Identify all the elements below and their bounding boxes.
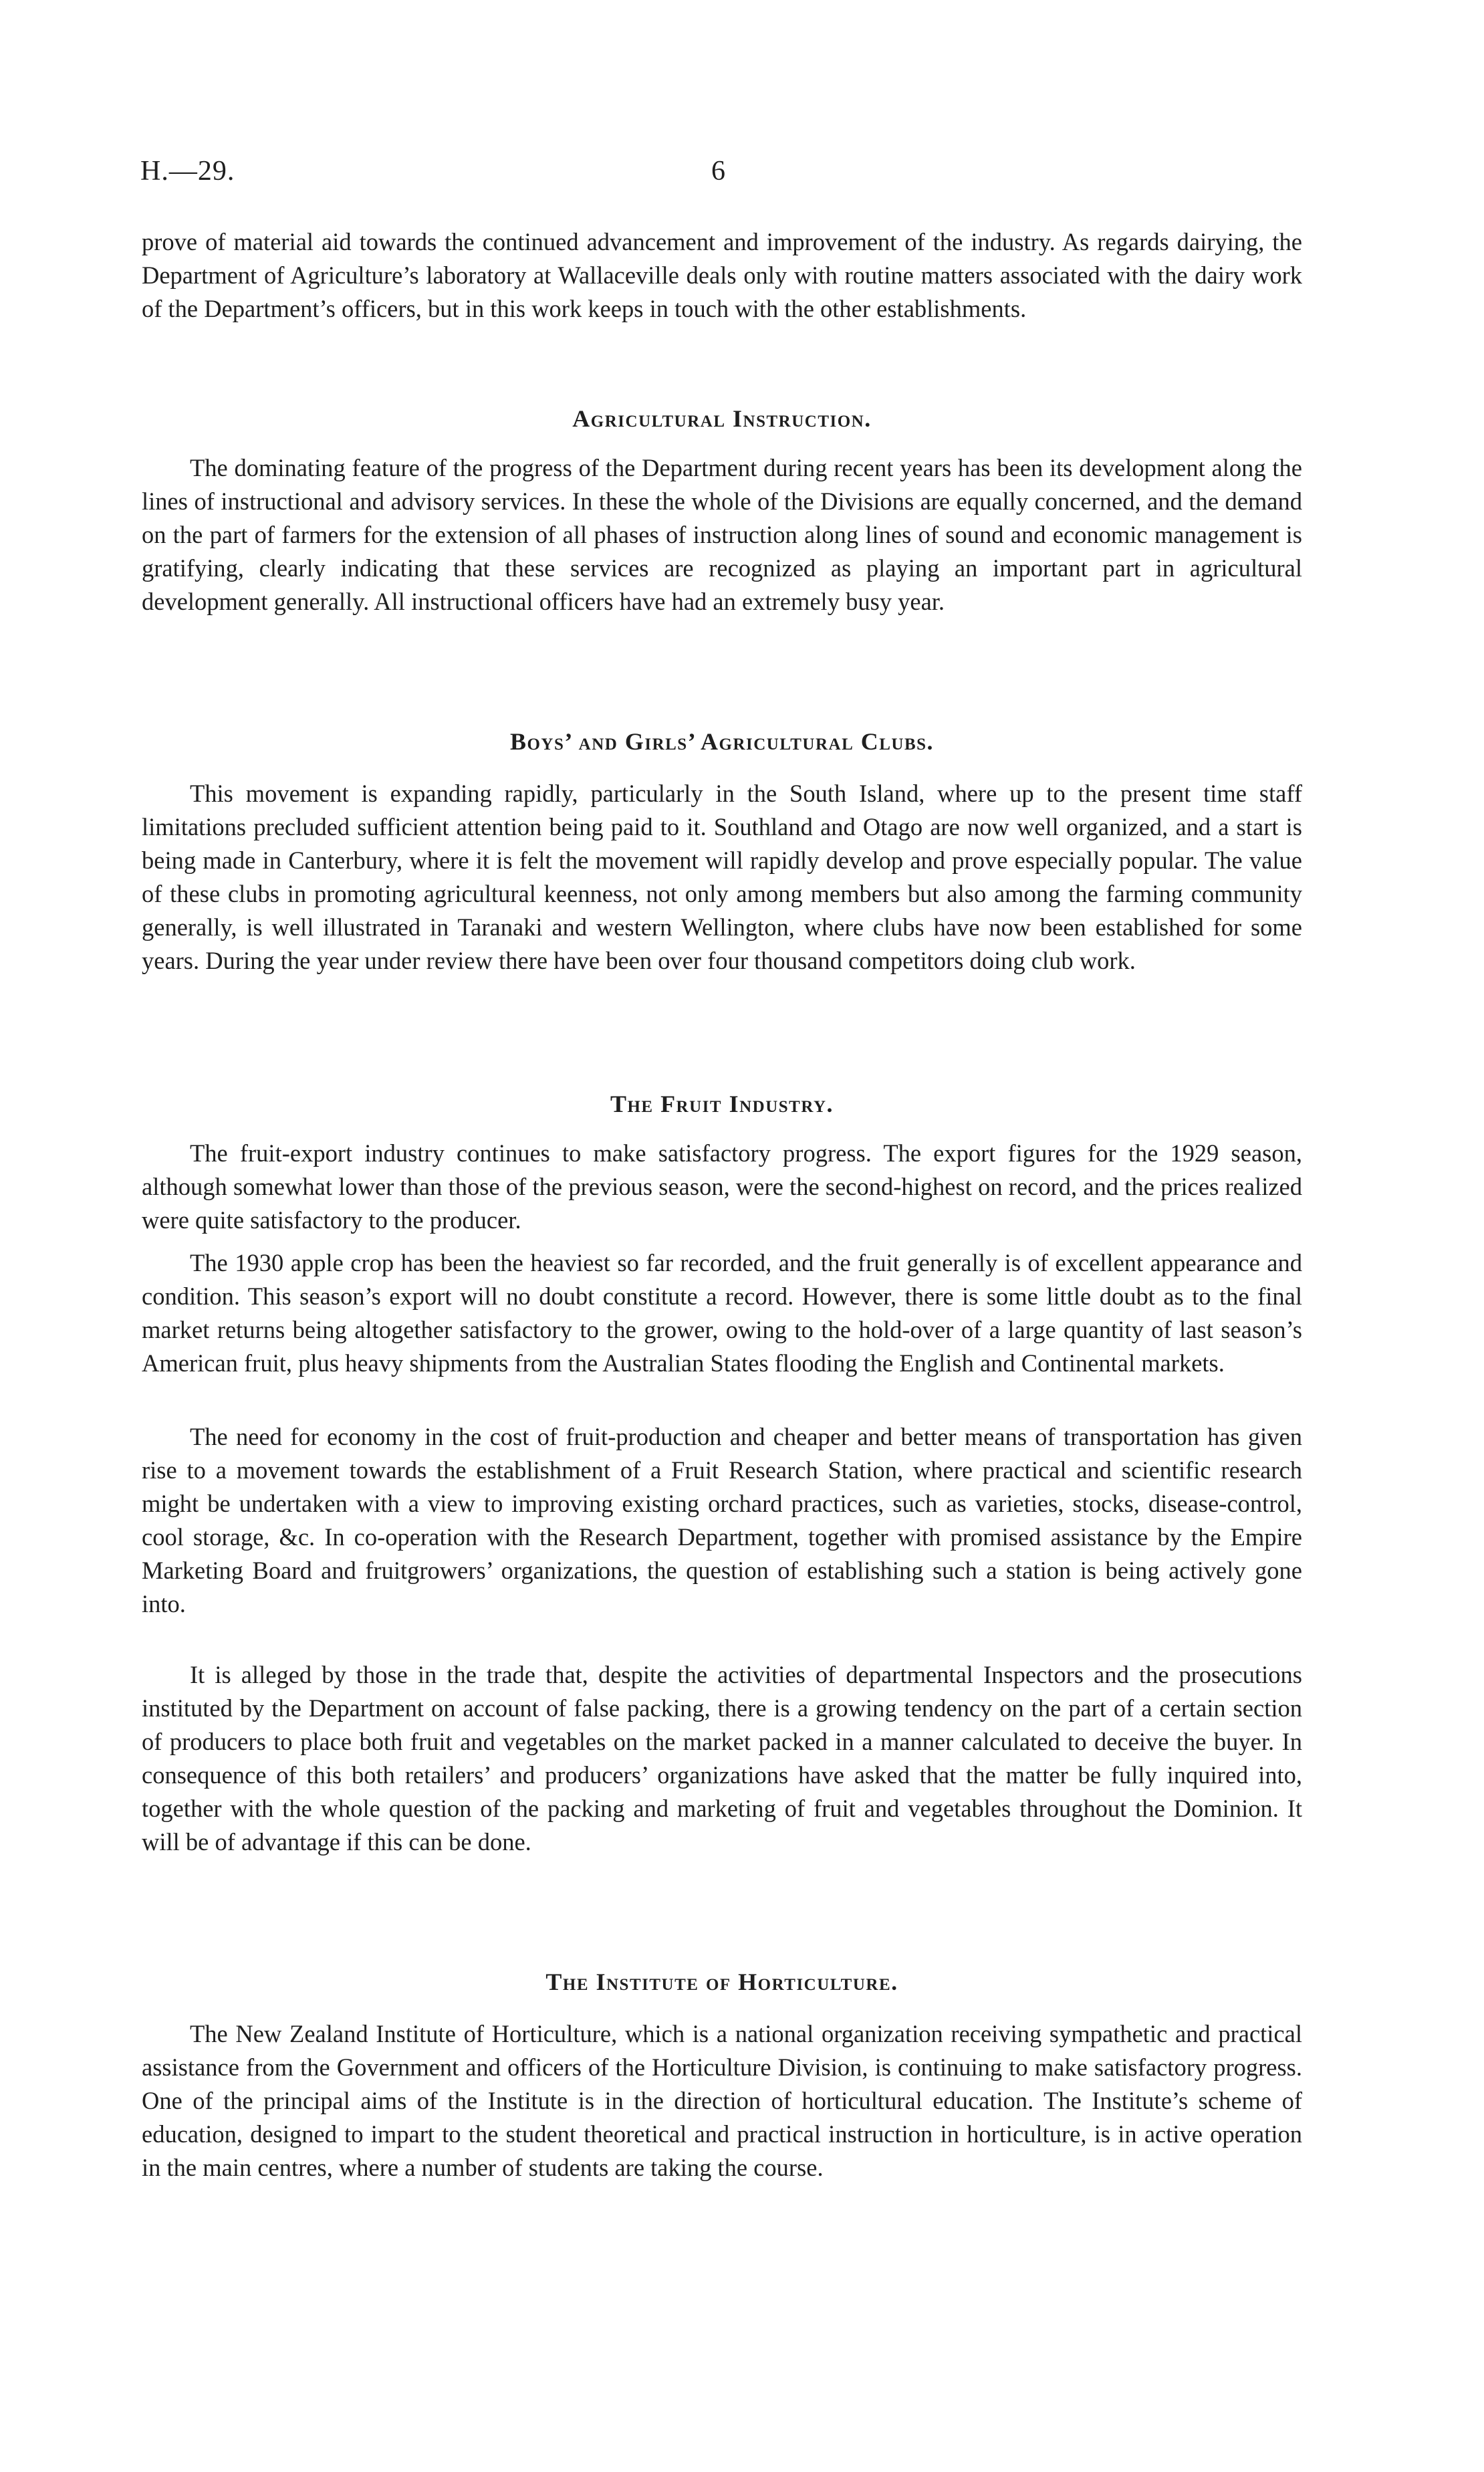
heading-fruit-industry: The Fruit Industry. (610, 1091, 834, 1117)
intro-paragraph: prove of material aid towards the continued advancement and improvement of the industry. As regards dairying, the Department of Agriculture’s laboratory at Wallaceville deals only with routine matters associated with the dairy work of the Department’s officers, but in this work keeps in touch with the other establishments. (142, 228, 1302, 322)
paragraph-institute-of-horticulture: The New Zealand Institute of Horticulture, which is a national organization receiving sympathetic and practical assistance from the Government and officers of the Horticulture Division, is continuing to make satisfactory progress. One of the principal aims of the Institute is in the direction of horticultural education. The Institute’s scheme of education, designed to impart to the student theoretical and practical instruction in horticulture, is in active operation in the main centres, where a number of students are taking the course. (142, 2020, 1302, 2181)
page-number: 6 (711, 156, 725, 187)
paragraph-fruit-research-station: The need for economy in the cost of fruit-production and cheaper and better means of transportation has given rise to a movement towards the establishment of a Fruit Research Station, where practical and scientific research might be undertaken with a view to improving existing orchard practices, such as varieties, stocks, disease-control, cool storage, &c. In co-operation with the Research Department, together with promised assistance by the Empire Marketing Board and fruitgrowers’ organizations, the question of establishing such a station is being actively gone into. (142, 1423, 1302, 1617)
paragraph-agricultural-clubs: This movement is expanding rapidly, particularly in the South Island, where up to the present time staff limitations precluded sufficient attention being paid to it. Southland and Otago are now well organized, and a start is being made in Canterbury, where it is felt the movement will rapidly develop and prove especially popular. The value of these clubs in promoting agricultural keenness, not only among members but also among the farming community generally, is well illustrated in Taranaki and western Wellington, where clubs have now been established for some years. During the year under review there have been over four thousand competitors doing club work. (142, 780, 1302, 974)
paragraph-fruit-packing: It is alleged by those in the trade that, despite the activities of departmental Inspectors and the prosecutions instituted by the Department on account of false packing, there is a growing tendency on the part of a certain section of producers to place both fruit and vegetables on the market packed in a manner calculated to deceive the buyer. In consequence of this both retailers’ and producers’ organizations have asked that the matter be fully inquired into, together with the whole question of the packing and marketing of fruit and vegetables throughout the Dominion. It will be of advantage if this can be done. (142, 1661, 1302, 1856)
paragraph-apple-crop: The 1930 apple crop has been the heaviest so far recorded, and the fruit generally is of excellent appearance and condition. This season’s export will no doubt constitute a record. However, there is some little doubt as to the final market returns being altogether satisfactory to the grower, owing to the hold-over of a large quantity of last season’s American fruit, plus heavy shipments from the Australian States flooding the English and Continental markets. (142, 1249, 1302, 1377)
paragraph-fruit-export: The fruit-export industry continues to make satisfactory progress. The export figures for the 1929 season, although somewhat lower than those of the previous season, were the second-highest on record, and the prices realized were quite satisfactory to the producer. (142, 1139, 1302, 1234)
heading-agricultural-clubs: Boys’ and Girls’ Agricultural Clubs. (509, 728, 935, 755)
paragraph-agricultural-instruction: The dominating feature of the progress of the Department during recent years has been its development along the lines of instructional and advisory services. In these the whole of the Divisions are equally concerned, and the demand on the part of farmers for the extension of all phases of instruction along lines of sound and economic management is gratifying, clearly indicating that these services are recognized as playing an important part in agricultural development generally. All instructional officers have had an extremely busy year. (142, 454, 1302, 615)
document-reference: H.—29. (140, 156, 235, 187)
heading-institute-of-horticulture: The Institute of Horticulture. (545, 1969, 898, 1995)
heading-agricultural-instruction: Agricultural Instruction. (572, 405, 872, 432)
